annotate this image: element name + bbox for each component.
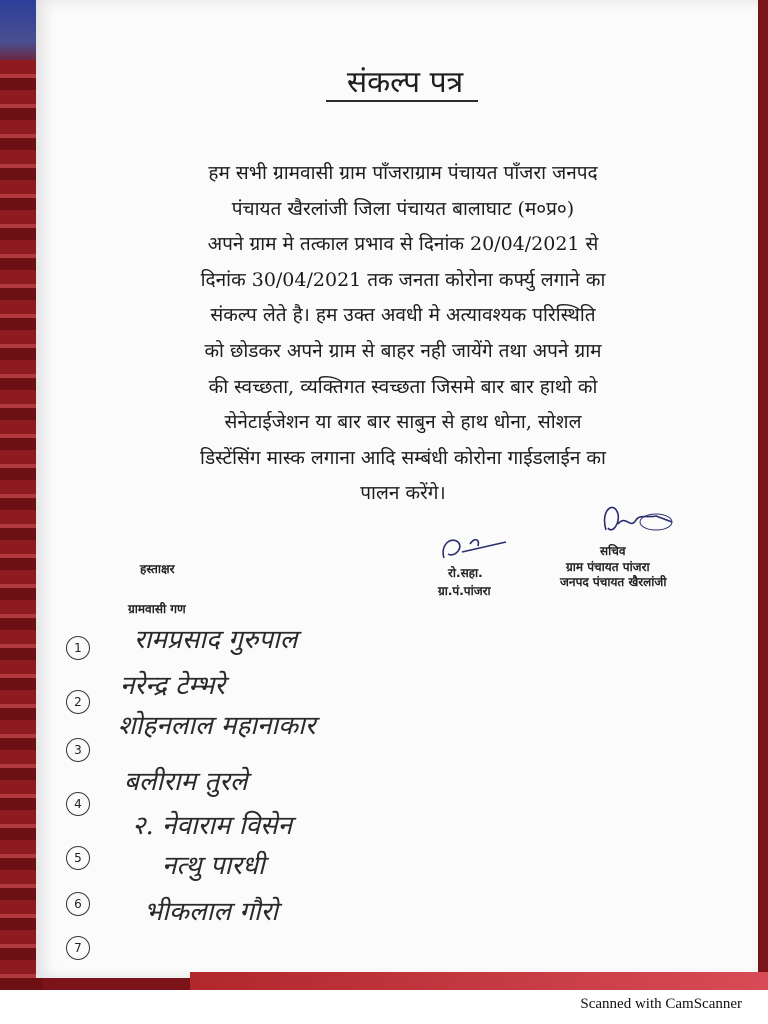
villager-signature: भीकलाल गौरो (144, 897, 278, 927)
serial-number: 2 (66, 690, 90, 714)
villager-signature: नत्थु पारधी (162, 851, 265, 881)
secretary-signature-icon (596, 500, 676, 544)
body-line: दिनांक 30/04/2021 तक जनता कोरोना कर्फ्यु लगाने का (200, 268, 606, 291)
serial-number: 1 (66, 636, 90, 660)
body-line: डिस्टेंसिंग मास्क लगाना आदि सम्बंधी कोरोना गाईडलाईन का (200, 446, 606, 469)
officer-signature-icon (436, 532, 510, 566)
body-line: को छोडकर अपने ग्राम से बाहर नही जायेंगे तथा अपने ग्राम (204, 339, 602, 362)
officer-designation: रो.सहा. (448, 566, 483, 580)
villagers-heading: ग्रामवासी गण (128, 602, 186, 616)
document-title: संकल्प पत्र (346, 65, 464, 100)
bottom-red-strip (190, 972, 768, 990)
body-line: संकल्प लेते है। हम उक्त अवधी मे अत्यावश्यक परिस्थिति (210, 304, 596, 327)
body-line: सेनेटाईजेशन या बार बार साबुन से हाथ धोना, सोशल (224, 411, 582, 434)
signature-label: हस्ताक्षर (140, 562, 175, 576)
title-underline (326, 100, 478, 102)
secretary-panchayat: ग्राम पंचायत पांजरा (566, 560, 650, 574)
villager-signature: नरेन्द्र टेम्भरे (120, 671, 225, 701)
body-line: अपने ग्राम मे तत्काल प्रभाव से दिनांक 20/04/2021 से (207, 233, 599, 256)
resolution-body (108, 156, 698, 512)
body-line: पंचायत खैरलांजी जिला पंचायत बालाघाट (म०प्र०) (231, 197, 575, 220)
camscanner-watermark: Scanned with CamScanner (580, 996, 742, 1012)
serial-number: 5 (66, 846, 90, 870)
serial-number: 6 (66, 892, 90, 916)
body-line: पालन करेंगे। (360, 482, 446, 505)
officer-office: ग्रा.पं.पांजरा (438, 584, 491, 598)
body-line: हम सभी ग्रामवासी ग्राम पाँजराग्राम पंचायत पाँजरा जनपद (208, 162, 598, 184)
serial-number: 4 (66, 792, 90, 816)
serial-number: 3 (66, 738, 90, 762)
secretary-designation: सचिव (600, 544, 626, 558)
serial-number: 7 (66, 936, 90, 960)
villager-signature: बलीराम तुरले (124, 767, 248, 797)
villager-signature: शोहनलाल महानाकार (118, 711, 316, 741)
secretary-janpad: जनपद पंचायत खैरलांजी (560, 575, 667, 589)
villager-signature: रामप्रसाद गुरुपाल (134, 625, 298, 655)
villager-signature: २. नेवाराम विसेन (132, 811, 293, 841)
body-line: की स्वच्छता, व्यक्तिगत स्वच्छता जिसमे बार बार हाथो को (208, 375, 598, 398)
